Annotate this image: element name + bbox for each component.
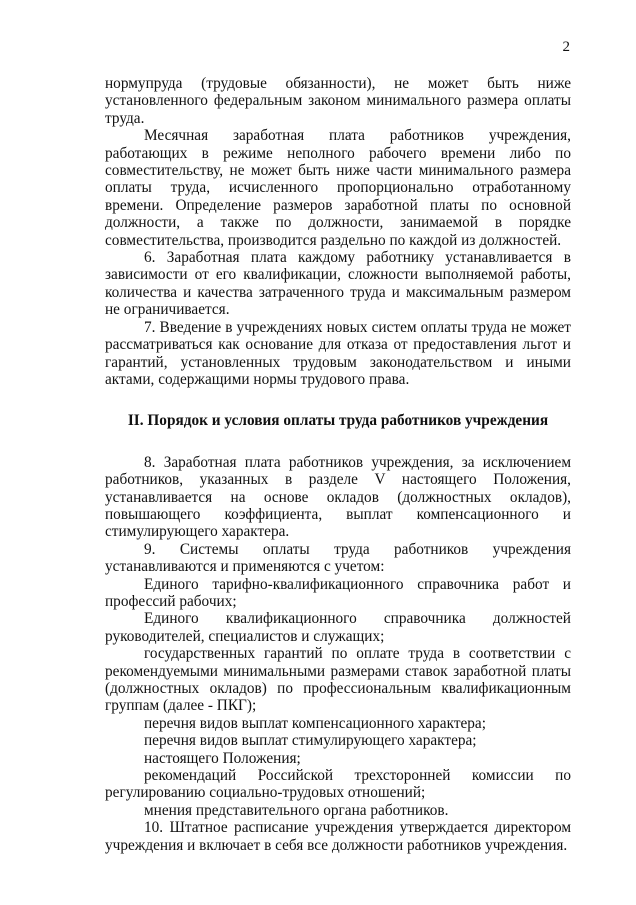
page-number: 2: [562, 39, 570, 55]
section-heading: II. Порядок и условия оплаты труда работников учреждения: [127, 412, 549, 430]
paragraph-item-6: 6. Заработная плата каждому работнику устанавливается в зависимости от его квалификации, сложности выполняемой работы, количества и качества затраченного труда и максимальным размером не ограничивается.: [105, 249, 571, 319]
list-item-compensation: перечня видов выплат компенсационного характера;: [144, 714, 486, 732]
list-item-regulation: настоящего Положения;: [144, 749, 301, 767]
document-body: [105, 75, 571, 854]
list-item-etks: Единого тарифно-квалификационного справочника работ и профессий рабочих;: [105, 575, 571, 610]
paragraph-part-time-pay: Месячная заработная плата работников учреждения, работающих в режиме неполного рабочего времени либо по совместительству, не может быть ниже части минимального размера оплаты труда, исчисленного пропорционально отработанному времени. Определение размеров заработной платы по основной должности, а также по должности, занимаемой в порядке совместительства, производится раздельно по каждой из должностей.: [105, 127, 571, 249]
paragraph-item-9: 9. Системы оплаты труда работников учреждения устанавливаются и применяются с учетом:: [105, 540, 571, 576]
list-item-workers-opinion: мнения представительного органа работников.: [144, 801, 449, 819]
paragraph-item-8: 8. Заработная плата работников учреждения, за исключением работников, указанных в разделе V настоящего Положения, устанавливается на основе окладов (должностных окладов), повышающего коэффициента, выплат компенсационного и стимулирующего характера.: [105, 453, 571, 541]
list-item-eks: Единого квалификационного справочника должностей руководителей, специалистов и служащих;: [105, 610, 571, 645]
list-item-incentive: перечня видов выплат стимулирующего характера;: [144, 732, 477, 750]
paragraph-continuation: нормупруда (трудовые обязанности), не может быть ниже установленного федеральным законом минимального размера оплаты труда.: [105, 75, 571, 127]
list-item-commission: рекомендаций Российской трехсторонней комиссии по регулированию социально-трудовых отношений;: [105, 767, 571, 802]
paragraph-item-10: 10. Штатное расписание учреждения утверждается директором учреждения и включает в себя все должности работников учреждения.: [105, 819, 571, 854]
paragraph-item-7: 7. Введение в учреждениях новых систем оплаты труда не может рассматриваться как основание для отказа от предоставления льгот и гарантий, установленных трудовым законодательством и иными актами, содержащими нормы трудового права.: [105, 318, 571, 388]
list-item-state-guarantees: государственных гарантий по оплате труда в соответствии с рекомендуемыми минимальными размерами ставок заработной платы (должностных окладов) по профессиональным квалификационным группам (далее - ПКГ);: [105, 645, 571, 715]
